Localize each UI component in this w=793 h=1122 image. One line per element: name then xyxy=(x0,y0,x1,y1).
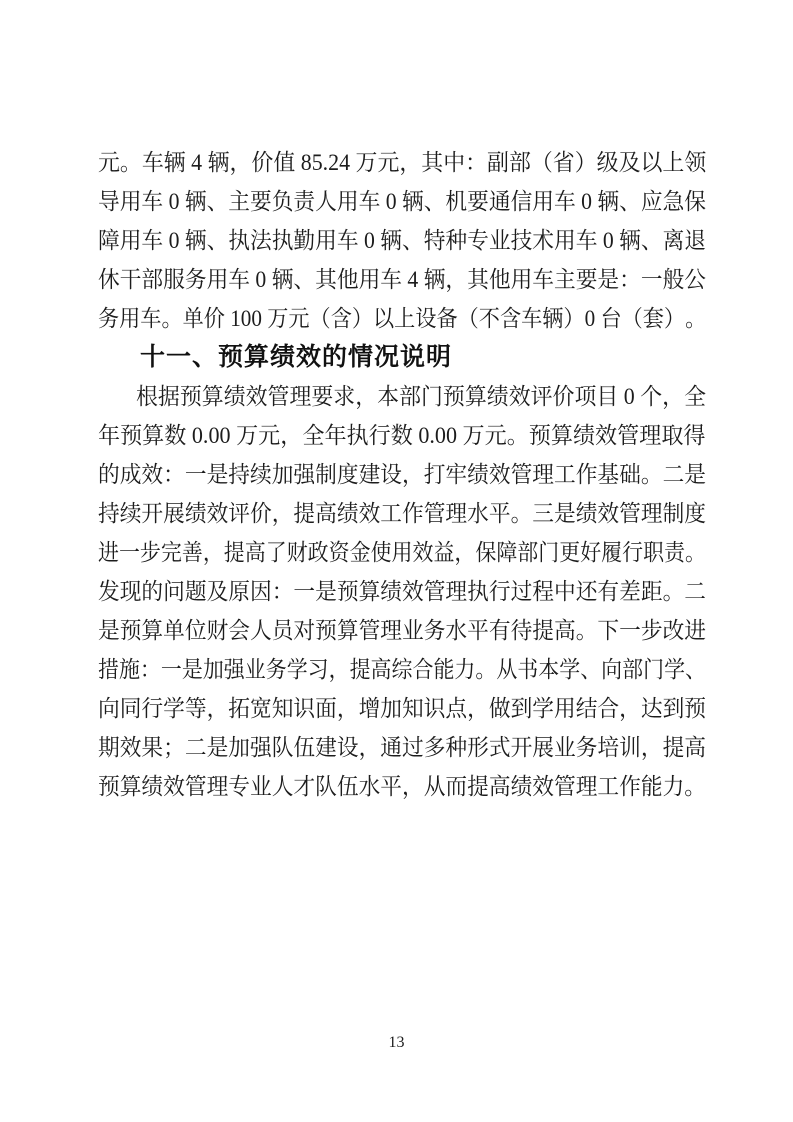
text-line: 是 预 算 单 位 财 会 人 员 对 预 算 管 理 业 务 水 平 有 待 提 高 。 下 一 步 改 进 xyxy=(98,618,706,643)
section-heading: 十一、预算绩效的情况说明 xyxy=(140,343,453,371)
text-line: 进 一 步 完 善 ， 提 高 了 财 政 资 金 使 用 效 益 ， 保 障 部 门 更 好 履 行 职 责 。 xyxy=(98,540,706,565)
text-line: 期 效 果 ； 二 是 加 强 队 伍 建 设 ， 通 过 多 种 形 式 开 展 业 务 培 训 ， 提 高 xyxy=(98,735,706,760)
text-line: 年 预 算 数 0.00 万 元 ， 全 年 执 行 数 0.00 万 元 。 预 算 绩 效 管 理 取 得 xyxy=(98,423,706,448)
text-line: 元 。 车 辆 4 辆 ， 价 值 85.24 万 元 ， 其 中 ： 副 部 （ 省 ） 级 及 以 上 领 xyxy=(98,150,707,175)
text-line: 务 用 车 。 单 价 100 万 元 （ 含 ） 以 上 设 备 （ 不 含 车 辆 ） 0 台 （ 套 ） 。 xyxy=(98,306,707,331)
text-line: 预 算 绩 效 管 理 专 业 人 才 队 伍 水 平 ， 从 而 提 高 绩 效 管 理 工 作 能 力 。 xyxy=(98,774,706,799)
text-line: 发 现 的 问 题 及 原 因 ： 一 是 预 算 绩 效 管 理 执 行 过 程 中 还 有 差 距 。 二 xyxy=(98,579,706,604)
text-line: 向 同 行 学 等 ， 拓 宽 知 识 面 ， 增 加 知 识 点 ， 做 到 学 用 结 合 ， 达 到 预 xyxy=(98,696,706,721)
text-block xyxy=(98,143,706,806)
text-line: 休 干 部 服 务 用 车 0 辆 、 其 他 用 车 4 辆 ， 其 他 用 车 主 要 是 ： 一 般 公 xyxy=(98,267,706,292)
text-line: 持 续 开 展 绩 效 评 价 ， 提 高 绩 效 工 作 管 理 水 平 。 三 是 绩 效 管 理 制 度 xyxy=(98,501,706,526)
page-number: 13 xyxy=(388,1034,405,1051)
text-line: 障 用 车 0 辆 、 执 法 执 勤 用 车 0 辆 、 特 种 专 业 技 术 用 车 0 辆 、 离 退 xyxy=(98,228,706,253)
text-line: 导 用 车 0 辆 、 主 要 负 责 人 用 车 0 辆 、 机 要 通 信 用 车 0 辆 、 应 急 保 xyxy=(98,189,706,214)
text-line: 的 成 效 ： 一 是 持 续 加 强 制 度 建 设 ， 打 牢 绩 效 管 理 工 作 基 础 。 二 是 xyxy=(98,462,706,487)
text-line: 措 施 ： 一 是 加 强 业 务 学 习 ， 提 高 综 合 能 力 。 从 书 本 学 、 向 部 门 学 、 xyxy=(98,657,706,682)
text-line: 根 据 预 算 绩 效 管 理 要 求 ， 本 部 门 预 算 绩 效 评 价 项 目 0 个 ， 全 xyxy=(136,384,706,409)
